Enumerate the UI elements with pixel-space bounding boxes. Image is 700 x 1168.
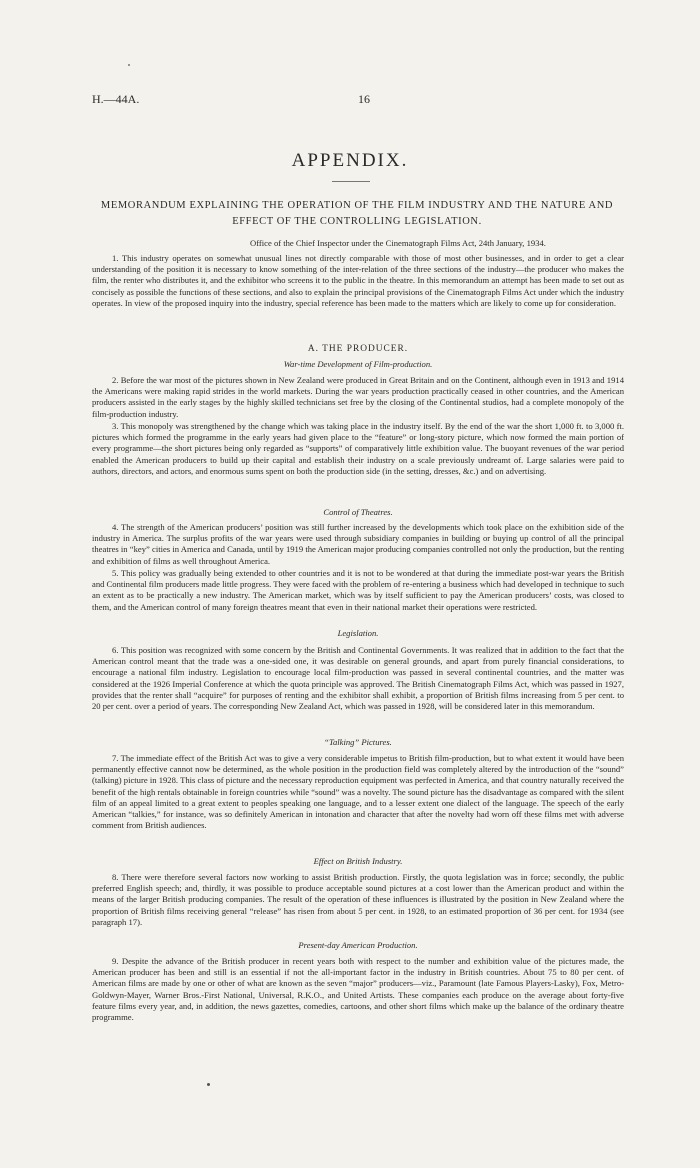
paragraph-3: 3. This monopoly was strengthened by the change which was taking place in the industry itself. By the end of the war the short 1,000 ft. to 3,000 ft. pictures which formed the programme in the early years had given place to the “feature” or long-story picture, which now formed the main portion of every programme—the short pictures being only regarded as “supports” of comparatively little exhibition value. The buoyant revenues of the war period enabled the American producers to build up their capital and establish their industry on a scale previously undreamt of. Large salaries were paid to authors, directors, and actors, and enormous sums spent on both the production side (in the setting, dresses, &c.) and on advertising. — [92, 421, 624, 476]
paragraph-2: 2. Before the war most of the pictures shown in New Zealand were produced in Great Britain and on the Continent, although even in 1913 and 1914 the Americans were making rapid strides in the world markets. During the war years production practically ceased in other countries, and the American producers assisted in the early stages by the highly skilled technicians set free by the closing of the Continental studios, had a complete monopoly of the film-production industry. — [92, 375, 624, 419]
subheading-legislation: Legislation. — [337, 628, 379, 638]
subheading-war-time: War-time Development of Film-production. — [283, 359, 433, 369]
page-header — [92, 92, 608, 106]
page-number: 16 — [358, 92, 370, 106]
paragraph-4: 4. The strength of the American producers’ position was still further increased by the developments which took place on the exhibition side of the industry in America. The surplus profits of the war years were used through subsidiary companies in building or buying up control of all the principal theatres in “key” cities in America and Canada, until by 1919 the American major producing companies controlled not only the production, but the renting and exhibition of films as well throughout America. — [92, 522, 624, 566]
memorandum-title: MEMORANDUM EXPLAINING THE OPERATION OF THE FILM INDUSTRY AND THE NATURE AND EFFECT OF THE CONTROLLING LEGISLATION. — [100, 200, 614, 227]
dateline: Office of the Chief Inspector under the Cinematograph Films Act, 24th January, 1934. — [250, 238, 546, 248]
scan-speck — [128, 64, 130, 66]
paragraph-9: 9. Despite the advance of the British producer in recent years both with respect to the number and exhibition value of the pictures made, the American producer has been and still is an essential if not the all-important factor in the industry in British countries. About 75 to 80 per cent. of American films are made by one or other of what are known as the seven “major” producers—viz., Paramount (late Famous Players-Lasky), Fox, Metro-Goldwyn-Mayer, Warner Bros.-First National, Universal, R.K.O., and United Artists. These companies each produce on the average about forty-five feature films every year, and, in addition, the news gazettes, comedies, cartoons, and other short films which make up the balance of the ordinary theatre programme. — [92, 956, 624, 1023]
subheading-talking-pictures: “Talking” Pictures. — [324, 737, 392, 747]
subheading-effect-on-british-industry: Effect on British Industry. — [313, 856, 403, 866]
subheading-control-of-theatres: Control of Theatres. — [323, 507, 393, 517]
paragraph-6: 6. This position was recognized with some concern by the British and Continental Governments. It was realized that in addition to the fact that the American control meant that the trade was a one-sided one, it was desirable on general grounds, and apart from purely financial considerations, to encourage a national film industry. Legislation to encourage local film-production was passed in several continental countries, and the matter was considered at the 1926 Imperial Conference at which the quota principle was approved. The British Cinematograph Films Act, which was passed in 1927, provides that the renter shall “acquire” for purposes of renting and the exhibitor shall exhibit, a proportion of British films increasing from 5 per cent. to 20 per cent. over a period of years. The corresponding New Zealand Act, which was passed in 1928, will be considered later in this memorandum. — [92, 645, 624, 712]
paragraph-1: 1. This industry operates on somewhat unusual lines not directly comparable with those of most other businesses, and in order to get a clear understanding of the position it is necessary to know something of the inter-relation of the three sections of the industry—the producer who makes the film, the renter who distributes it, and the exhibitor who screens it to the public in the theatre. In this memorandum an attempt has been made to set out as concisely as possible the functions of these sections, and also to explain the principal provisions of the Cinematograph Films Act under which the industry operates. In view of the proposed inquiry into the industry, special reference has been made to the matters which are likely to come up for consideration. — [92, 253, 624, 308]
document-reference: H.—44A. — [92, 92, 140, 106]
section-heading-producer: A. THE PRODUCER. — [307, 344, 409, 354]
appendix-title: APPENDIX. — [291, 150, 409, 171]
paragraph-8: 8. There were therefore several factors now working to assist British production. Firstly, the quota legislation was in force; secondly, the public preferred English speech; and, thirdly, it was possible to produce acceptable sound pictures at a cost lower than the American product and within the means of the larger British producing companies. The result of the operation of these influences is illustrated by the position in New Zealand where the proportion of British films receiving general “release” has risen from about 5 per cent. in 1928, to an estimated proportion of 36 per cent. for 1934 (see paragraph 17). — [92, 872, 624, 927]
title-rule — [332, 181, 370, 182]
paragraph-7: 7. The immediate effect of the British Act was to give a very considerable impetus to British film-production, but to what extent it would have been permanently effective cannot now be determined, as the whole position in the production field was completely altered by the introduction of the “sound” (talking) picture in 1928. This class of picture and the necessary reproduction equipment was perfected in America, and that country naturally received the benefit of the high rentals obtainable in foreign countries while “sound” was a novelty. The sound picture has the disadvantage as compared with the silent film of an appeal limited to a great extent to peoples speaking one language, and to a lesser extent one dialect of the language. The speech of the early American “talkies,” for instance, was so definitely American in intonation and character that after the novelty had worn off these films met with adverse comment from British audiences. — [92, 753, 624, 831]
paragraph-5: 5. This policy was gradually being extended to other countries and it is not to be wondered at that during the immediate post-war years the British and Continental film producers made little progress. They were faced with the problem of re-entering a business which had developed in technique to such an extent as to be practically a new industry. The American market, which was by itself sufficient to pay the American producers’ costs, was closed to them, and the American control of many foreign theatres meant that even in their national market their operations were restricted. — [92, 568, 625, 612]
scan-mark — [207, 1083, 210, 1086]
subheading-present-day-production: Present-day American Production. — [298, 940, 418, 950]
